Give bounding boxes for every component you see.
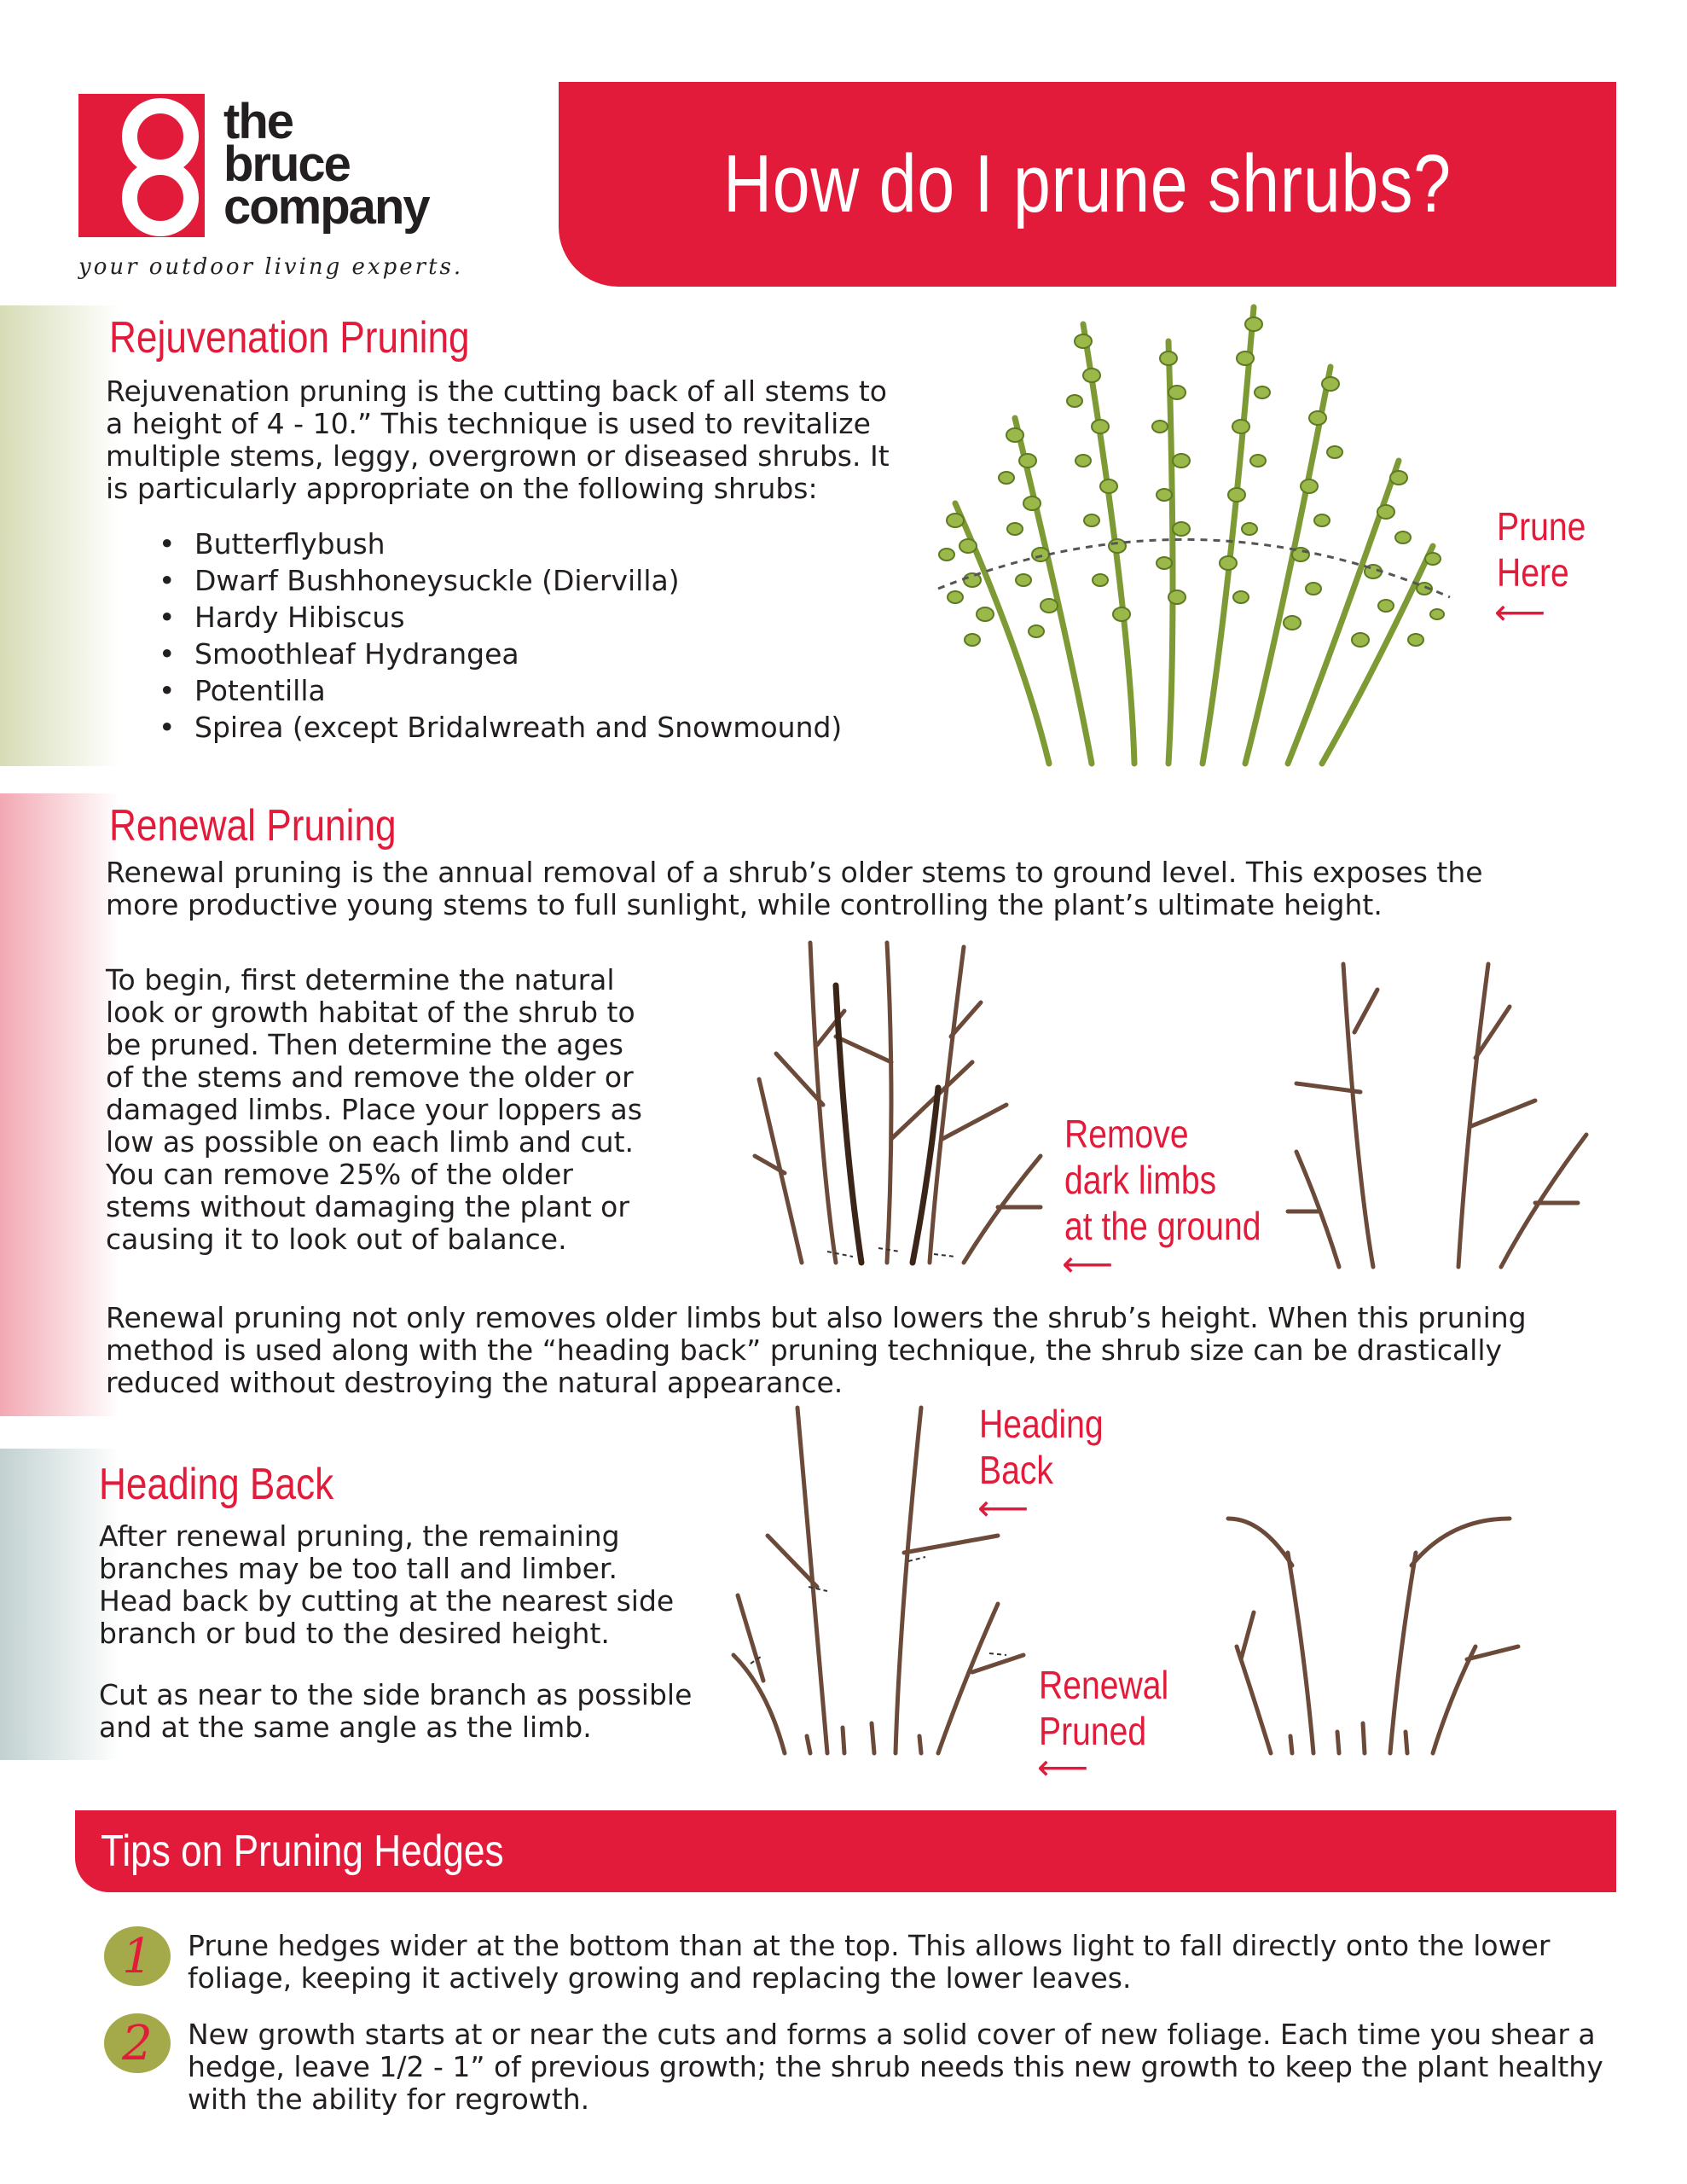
list-item: • Hardy Hibiscus (159, 599, 842, 636)
tips-title: Tips on Pruning Hedges (101, 1827, 504, 1876)
list-item: • Dwarf Bushhoneysuckle (Diervilla) (159, 562, 842, 599)
logo-word-company: company (223, 179, 429, 235)
heading-back-after-illustration (1194, 1502, 1552, 1757)
list-item: • Butterflybush (159, 526, 842, 562)
list-item: • Spirea (except Bridalwreath and Snowmound) (159, 709, 842, 746)
remove-label-3: at the ground (1064, 1204, 1261, 1248)
rejuvenation-side-gradient (0, 305, 119, 766)
renewal-more-text: Renewal pruning not only removes older limbs but also lowers the shrub’s height. When this pruning method is used along with the “heading back” pruning technique, the shrub size can be drastically reduced without destroying the natural appearance. (106, 1301, 1527, 1399)
rejuvenation-title: Rejuvenation Pruning (109, 313, 470, 363)
prune-here-label-2: Here (1497, 550, 1569, 595)
logo-word-the: the (223, 94, 293, 149)
heading-back-title: Heading Back (99, 1460, 334, 1509)
logo-word-bruce: bruce (223, 136, 350, 192)
left-arrow-icon: ⟵ (1062, 1243, 1114, 1285)
renewal-before-illustration (751, 934, 1058, 1267)
heading-back-callout (979, 1401, 1104, 1493)
list-item: • Potentilla (159, 672, 842, 709)
logo-wordmark (223, 94, 429, 235)
renewal-intro-text: Renewal pruning is the annual removal of a shrub’s older stems to ground level. This exposes the more productive young stems to full sunlight, while controlling the plant’s ultimate height. (106, 856, 1483, 921)
renewal-detail-text: To begin, first determine the natural look or growth habitat of the shrub to be pruned. Then determine the ages of the stems and remove the older or damaged limbs. Place your loppers as low as possible on each limb and cut. You can remove 25% of the older stems without damaging the plant or causing it to look out of balance. (106, 963, 642, 1256)
left-arrow-icon: ⟵ (1037, 1746, 1089, 1788)
tip-number-badge: 1 (104, 1926, 171, 1986)
left-arrow-icon: ⟵ (1494, 591, 1546, 633)
tip-text: Prune hedges wider at the bottom than at the top. This allows light to fall directly onto the lower foliage, keeping it actively growing and replacing the lower leaves. (188, 1929, 1551, 1995)
heading-label-1: Heading (979, 1402, 1104, 1446)
remove-dark-limbs-callout (1064, 1111, 1261, 1249)
heading-back-text-2: Cut as near to the side branch as possible and at the same angle as the limb. (99, 1678, 693, 1744)
heading-label-2: Back (979, 1448, 1053, 1492)
renewal-after-illustration (1279, 956, 1603, 1271)
tip-text: New growth starts at or near the cuts and forms a solid cover of new foliage. Each time you shear a hedge, leave 1/2 - 1” of previous growth; the shrub needs this new growth to keep the plant healthy with the ability for regrowth. (188, 2018, 1603, 2116)
heading-back-text-1: After renewal pruning, the remaining branches may be too tall and limber. Head back by cutting at the nearest side branch or bud to the desired height. (99, 1519, 675, 1650)
renewal-pruned-callout (1039, 1662, 1168, 1754)
remove-label-2: dark limbs (1064, 1158, 1217, 1202)
logo-tagline: your outdoor living experts. (78, 254, 464, 280)
list-item: • Smoothleaf Hydrangea (159, 636, 842, 672)
rejuvenation-text: Rejuvenation pruning is the cutting back of all stems to a height of 4 - 10.” This technique is used to revitalize multiple stems, leggy, overgrown or diseased shrubs. It is particularly appropriate on the following shrubs: (106, 375, 890, 505)
renewal-pruned-label-1: Renewal (1039, 1663, 1169, 1707)
renewal-side-gradient (0, 793, 119, 1416)
remove-label-1: Remove (1064, 1112, 1189, 1156)
rejuvenation-shrub-list (159, 526, 842, 746)
renewal-title: Renewal Pruning (109, 801, 397, 851)
tip-number-badge: 2 (104, 2013, 171, 2073)
rejuvenation-shrub-illustration (921, 290, 1467, 768)
prune-here-label-1: Prune (1497, 504, 1586, 549)
renewal-pruned-label-2: Pruned (1039, 1709, 1147, 1753)
logo-figure-eight-icon (78, 94, 205, 237)
logo-mark (78, 94, 205, 237)
left-arrow-icon: ⟵ (977, 1487, 1029, 1529)
page-title: How do I prune shrubs? (723, 138, 1452, 229)
prune-here-callout (1497, 503, 1586, 595)
